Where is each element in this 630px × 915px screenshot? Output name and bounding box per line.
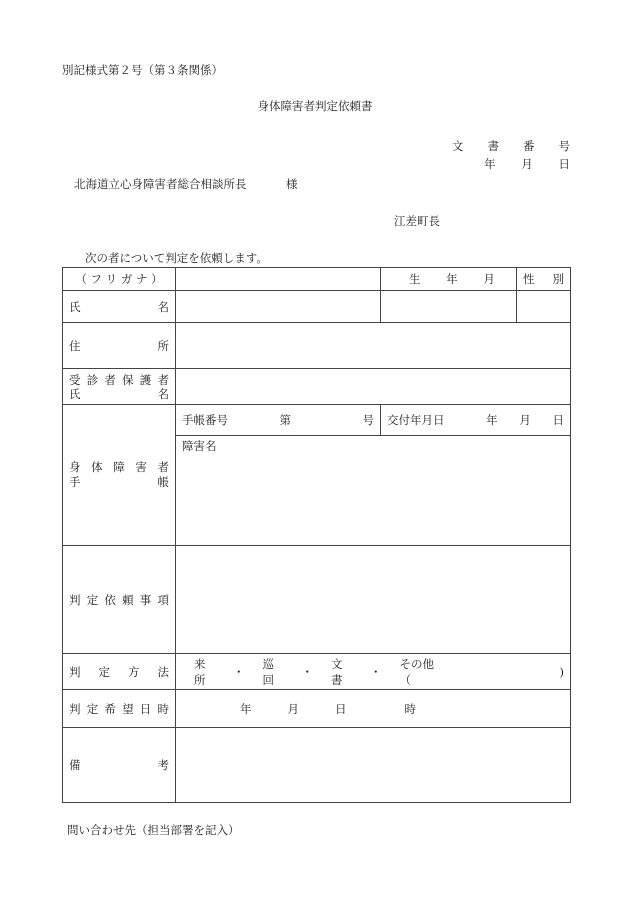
- birth-date-label: 生 年 月: [381, 268, 517, 291]
- disability-name-field[interactable]: [176, 436, 571, 546]
- method-options[interactable]: 来所 ・ 巡回 ・ 文書 ・ その他（ ): [176, 654, 571, 690]
- remarks-field[interactable]: [176, 728, 571, 803]
- address-row: [63, 323, 571, 369]
- gender-field[interactable]: [517, 291, 571, 323]
- method-row: [63, 654, 571, 690]
- contact-note: 問い合わせ先（担当部署を記入）: [67, 823, 240, 837]
- method-visit[interactable]: 来所: [194, 656, 206, 687]
- honorific: 様: [286, 177, 298, 191]
- handbook-number-row: [63, 405, 571, 436]
- guardian-name-field[interactable]: [176, 369, 571, 405]
- handbook-number-field[interactable]: 手帳番号 第 号: [176, 405, 381, 436]
- name-field[interactable]: [176, 291, 381, 323]
- addressee: 北海道立心身障害者総合相談所長: [74, 177, 247, 191]
- desired-date-field[interactable]: 年 月 日 時: [176, 690, 571, 728]
- issue-date-field[interactable]: 交付年月日 年 月 日: [381, 405, 571, 436]
- address-label: 住 所: [63, 323, 176, 369]
- date-label: 年 月 日: [484, 157, 570, 171]
- form-number: 別記様式第２号（第３条関係）: [62, 63, 223, 77]
- document-title: 身体障害者判定依頼書: [257, 99, 373, 113]
- method-document[interactable]: 文書: [331, 656, 343, 687]
- method-other[interactable]: その他（: [399, 656, 434, 687]
- address-field[interactable]: [176, 323, 571, 369]
- request-items-label: 判 定 依 頼 事 項: [63, 546, 176, 654]
- desired-date-label: 判 定 希 望 日 時: [63, 690, 176, 728]
- guardian-row: [63, 369, 571, 405]
- desired-date-row: [63, 690, 571, 728]
- method-label: 判 定 方 法: [63, 654, 176, 690]
- name-row: [63, 291, 571, 323]
- disability-name-label: 障害名: [182, 439, 217, 453]
- furigana-field[interactable]: [176, 268, 381, 291]
- document-number-label: 文 書 番 号: [452, 139, 570, 153]
- remarks-label: 備 考: [63, 728, 176, 803]
- guardian-label: 受 診 者 保 護 者 氏 名: [63, 369, 176, 405]
- name-label: 氏 名: [63, 291, 176, 323]
- birth-date-field[interactable]: [381, 291, 517, 323]
- handbook-label: 身 体 障 害 者 手 帳: [63, 405, 176, 546]
- intro-text: 次の者について判定を依頼します。: [85, 251, 268, 265]
- remarks-row: [63, 728, 571, 803]
- request-items-row: [63, 546, 571, 654]
- request-items-field[interactable]: [176, 546, 571, 654]
- sender: 江差町長: [394, 214, 440, 228]
- furigana-label: （ フ リ ガ ナ ）: [63, 268, 176, 291]
- request-form-table: [62, 267, 571, 803]
- gender-label: 性 別: [517, 268, 571, 291]
- method-tour[interactable]: 巡回: [262, 656, 274, 687]
- furigana-row: [63, 268, 571, 291]
